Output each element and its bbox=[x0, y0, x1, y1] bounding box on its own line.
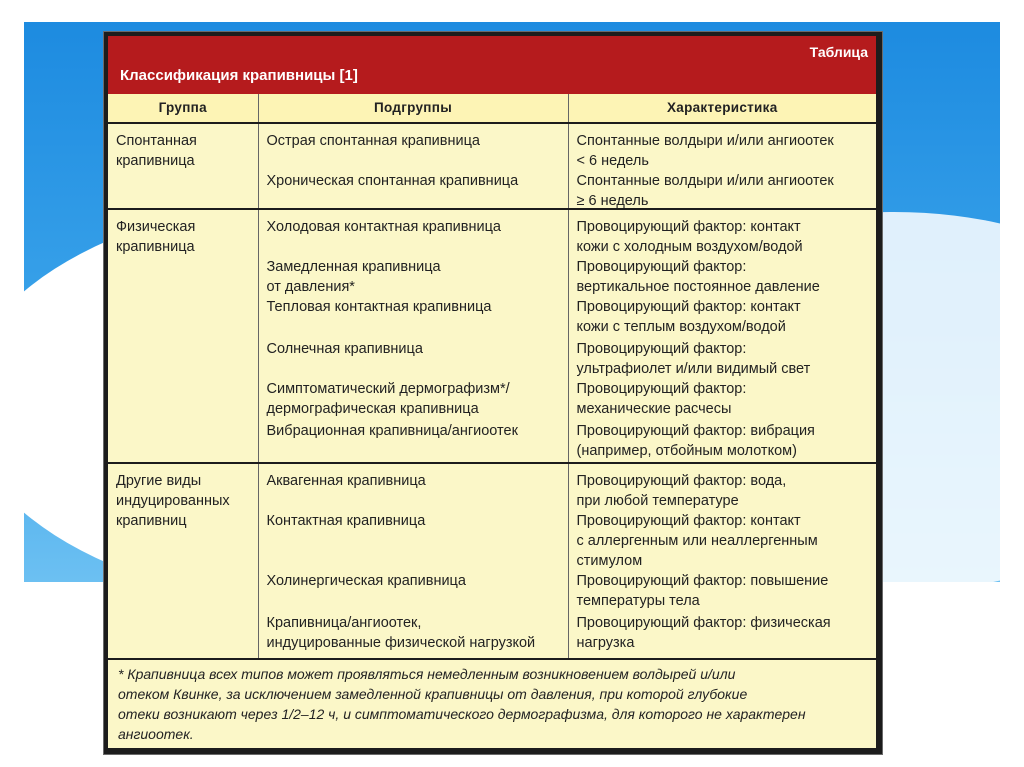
group-line: индуцированных bbox=[116, 493, 230, 509]
subgroup-entry bbox=[267, 217, 562, 237]
characteristic-line: Спонтанные волдыри и/или ангиоотек bbox=[576, 133, 834, 149]
group-line: крапивниц bbox=[116, 513, 187, 529]
column-header-subgroups: Подгруппы bbox=[258, 94, 568, 123]
table-title: Классификация крапивницы [1] bbox=[120, 67, 358, 84]
characteristic-line: Провоцирующий фактор: контакт bbox=[576, 219, 801, 235]
characteristic-line: нагрузка bbox=[576, 635, 635, 651]
subgroup-line: Симптоматический дермографизм*/ bbox=[266, 381, 510, 397]
characteristic-line: Провоцирующий фактор: контакт bbox=[576, 513, 801, 529]
characteristic-line: Провоцирующий фактор: вода, bbox=[576, 473, 787, 489]
characteristic-line: температуры тела bbox=[576, 593, 700, 609]
characteristic-line: вертикальное постоянное давление bbox=[576, 279, 820, 295]
footnote-line: отеки возникают через 1/2–12 ч, и симптоматического дермографизма, для которого не характерен bbox=[118, 706, 806, 722]
group-cell bbox=[108, 123, 258, 209]
subgroup-entry bbox=[267, 571, 562, 591]
characteristic-entry bbox=[577, 257, 871, 297]
subgroups-cell bbox=[258, 209, 568, 463]
characteristics-cell bbox=[568, 209, 876, 463]
group-line: Спонтанная bbox=[116, 133, 197, 149]
table-footnote bbox=[118, 664, 866, 744]
subgroup-entry bbox=[267, 297, 562, 317]
characteristic-entry bbox=[577, 571, 871, 611]
characteristic-entry bbox=[577, 339, 871, 379]
table-header-banner bbox=[108, 36, 876, 94]
characteristic-line: Провоцирующий фактор: bbox=[576, 381, 747, 397]
characteristic-line: кожи с холодным воздухом/водой bbox=[576, 239, 803, 255]
column-header-group: Группа bbox=[108, 94, 258, 123]
characteristics-cell bbox=[568, 463, 876, 659]
group-cell bbox=[108, 463, 258, 659]
characteristic-entry bbox=[577, 511, 871, 571]
characteristic-line: Провоцирующий фактор: bbox=[576, 341, 747, 357]
characteristic-entry bbox=[577, 379, 871, 419]
characteristic-line: стимулом bbox=[576, 553, 643, 569]
characteristic-entry bbox=[577, 131, 871, 171]
subgroup-entry bbox=[267, 471, 562, 491]
footnote-line: ангиоотек. bbox=[118, 726, 194, 742]
subgroup-entry bbox=[267, 379, 562, 419]
characteristic-entry bbox=[577, 471, 871, 511]
subgroup-line: от давления* bbox=[266, 279, 355, 295]
characteristic-entry bbox=[577, 613, 871, 653]
subgroup-line: дермографическая крапивница bbox=[266, 401, 479, 417]
characteristics-cell bbox=[568, 123, 876, 209]
subgroup-line: Острая спонтанная крапивница bbox=[266, 133, 480, 149]
table-card bbox=[108, 36, 876, 748]
characteristic-line: ультрафиолет и/или видимый свет bbox=[576, 361, 811, 377]
group-line: крапивница bbox=[116, 153, 195, 169]
subgroup-line: Солнечная крапивница bbox=[266, 341, 423, 357]
subgroup-entry bbox=[267, 511, 562, 531]
characteristic-line: Провоцирующий фактор: повышение bbox=[576, 573, 829, 589]
characteristic-line: Провоцирующий фактор: физическая bbox=[576, 615, 831, 631]
subgroup-line: Аквагенная крапивница bbox=[266, 473, 426, 489]
subgroup-entry bbox=[267, 257, 562, 297]
subgroup-entry bbox=[267, 131, 562, 151]
group-line: Другие виды bbox=[116, 473, 202, 489]
table-label: Таблица bbox=[809, 44, 868, 60]
characteristic-entry bbox=[577, 171, 871, 211]
table-row bbox=[108, 209, 876, 463]
subgroups-cell bbox=[258, 123, 568, 209]
characteristic-line: при любой температуре bbox=[576, 493, 739, 509]
subgroup-line: Крапивница/ангиоотек, bbox=[266, 615, 422, 631]
table-row bbox=[108, 463, 876, 659]
subgroup-line: индуцированные физической нагрузкой bbox=[266, 635, 536, 651]
subgroup-entry bbox=[267, 613, 562, 653]
subgroup-line: Контактная крапивница bbox=[266, 513, 426, 529]
subgroup-line: Холинергическая крапивница bbox=[266, 573, 466, 589]
characteristic-entry bbox=[577, 421, 871, 461]
subgroup-line: Холодовая контактная крапивница bbox=[266, 219, 501, 235]
characteristic-entry bbox=[577, 217, 871, 257]
subgroup-entry bbox=[267, 421, 562, 441]
characteristic-line: < 6 недель bbox=[576, 153, 649, 169]
characteristic-line: Спонтанные волдыри и/или ангиоотек bbox=[576, 173, 834, 189]
subgroup-line: Замедленная крапивница bbox=[266, 259, 441, 275]
characteristic-entry bbox=[577, 297, 871, 337]
group-line: крапивница bbox=[116, 239, 195, 255]
table-header-row bbox=[108, 94, 876, 123]
subgroup-entry bbox=[267, 171, 562, 191]
group-cell bbox=[108, 209, 258, 463]
table-row bbox=[108, 123, 876, 209]
classification-table bbox=[108, 94, 876, 660]
characteristic-line: кожи с теплым воздухом/водой bbox=[576, 319, 786, 335]
characteristic-line: механические расчесы bbox=[576, 401, 732, 417]
group-line: Физическая bbox=[116, 219, 196, 235]
subgroup-entry bbox=[267, 339, 562, 359]
column-header-characteristics: Характеристика bbox=[568, 94, 876, 123]
subgroup-line: Хроническая спонтанная крапивница bbox=[266, 173, 519, 189]
footnote-line: отеком Квинке, за исключением замедленной крапивницы от давления, при которой глубокие bbox=[118, 686, 748, 702]
footnote-line: * Крапивница всех типов может проявляться немедленным возникновением волдырей и/или bbox=[118, 666, 736, 682]
subgroup-line: Вибрационная крапивница/ангиоотек bbox=[266, 423, 518, 439]
characteristic-line: Провоцирующий фактор: контакт bbox=[576, 299, 801, 315]
subgroup-line: Тепловая контактная крапивница bbox=[266, 299, 492, 315]
characteristic-line: (например, отбойным молотком) bbox=[576, 443, 797, 459]
characteristic-line: ≥ 6 недель bbox=[576, 193, 649, 209]
characteristic-line: Провоцирующий фактор: bbox=[576, 259, 747, 275]
subgroups-cell bbox=[258, 463, 568, 659]
characteristic-line: Провоцирующий фактор: вибрация bbox=[576, 423, 815, 439]
characteristic-line: с аллергенным или неаллергенным bbox=[576, 533, 818, 549]
